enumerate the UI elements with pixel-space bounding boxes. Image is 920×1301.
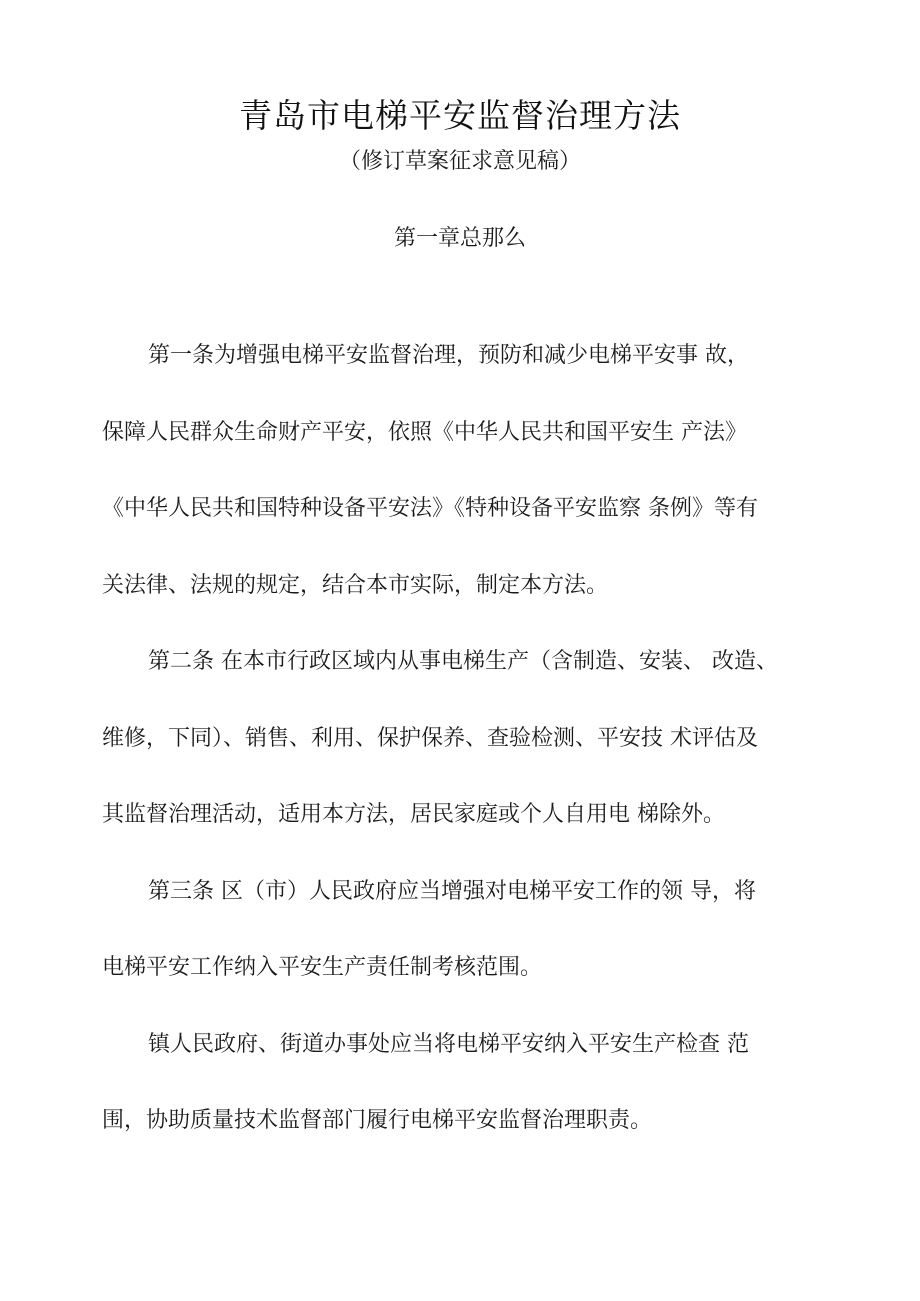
chapter-heading: 第一章总那么 [393,226,526,251]
paragraph-line [102,1083,820,1160]
line-text: 第一条为增强电梯平安监督治理，预防和减少电梯平安事 故， [148,343,749,368]
paragraph-line [102,318,820,395]
document-subtitle: （修订草案征求意见稿） [338,149,581,174]
document-body [102,318,820,1160]
line-text: 维修，下同）、销售、利用、保护保养、查验检测、平安技 术评估及 [102,725,758,751]
paragraph-line [102,548,820,625]
paragraph-line [102,930,820,1007]
paragraph-line [102,1007,820,1084]
line-text: 镇人民政府、街道办事处应当将电梯平安纳入平安生产检查 范 [148,1031,749,1057]
document-title: 青岛市电梯平安监督治理方法 [239,96,681,135]
paragraph-line [102,624,820,701]
line-text: 《中华人民共和国特种设备平安法》《特种设备平安监察 条例》等有 [102,496,758,521]
paragraph-line [102,701,820,778]
line-text: 其监督治理活动，适用本方法，居民家庭或个人自用电 梯除外。 [102,802,725,827]
paragraph-line [102,854,820,931]
paragraph-line [102,471,820,548]
line-text: 第二条 在本市行政区域内从事电梯生产（含制造、安装、 改造、 [148,649,778,674]
line-text: 围，协助质量技术监督部门履行电梯平安监督治理职责。 [102,1108,653,1133]
line-text: 第三条 区（市）人民政府应当增强对电梯平安工作的领 导，将 [148,878,756,904]
paragraph-line [102,395,820,472]
line-text: 关法律、法规的规定，结合本市实际，制定本方法。 [102,572,609,598]
line-text: 保障人民群众生命财产平安，依照《中华人民共和国平安生 产法》 [102,419,747,445]
line-text: 电梯平安工作纳入平安生产责任制考核范围。 [102,955,543,980]
paragraph-line [102,777,820,854]
